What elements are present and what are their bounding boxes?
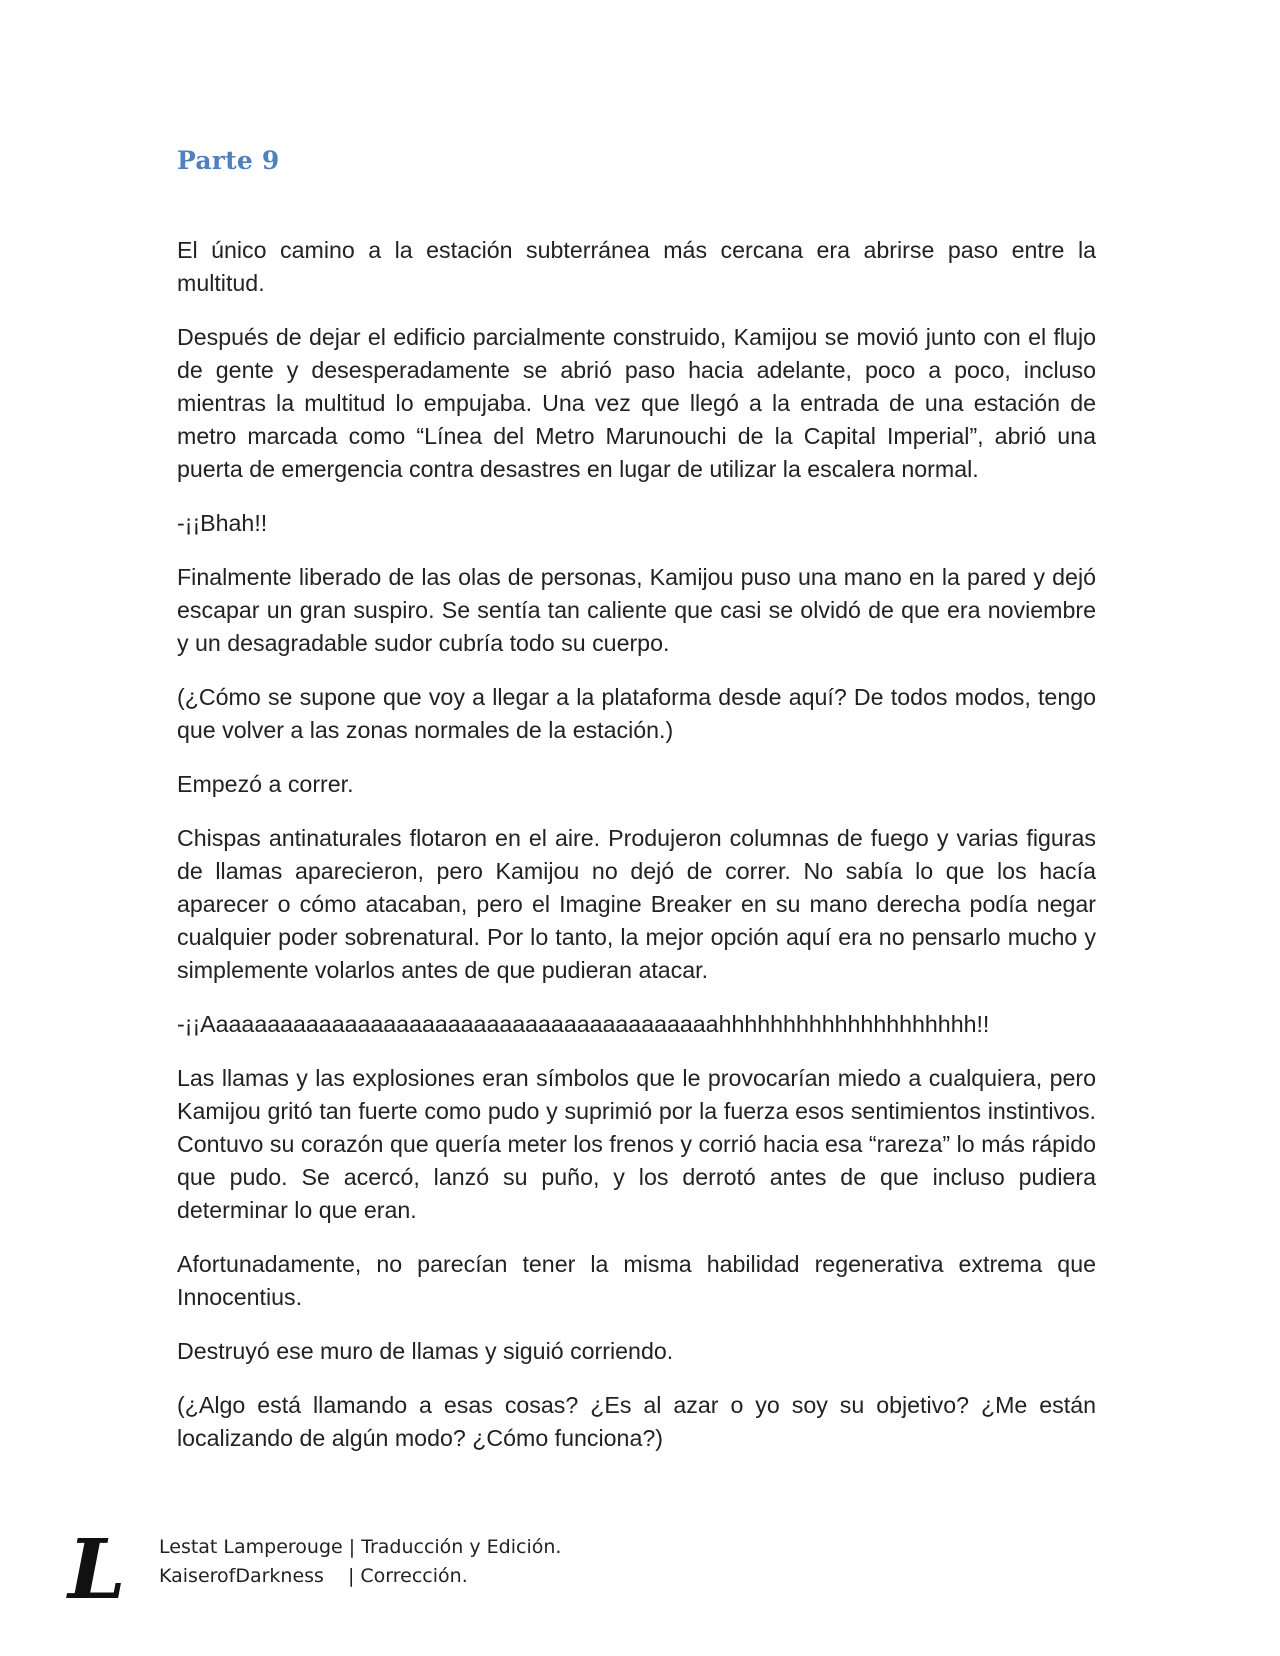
gothic-letter-l-icon bbox=[66, 1530, 128, 1610]
logo-letter: L bbox=[68, 1530, 126, 1610]
paragraph: (¿Algo está llamando a esas cosas? ¿Es al azar o yo soy su objetivo? ¿Me están localizando de algún modo? ¿Cómo funciona?) bbox=[177, 1392, 1096, 1451]
credit-role: Corrección. bbox=[360, 1565, 468, 1587]
body-text bbox=[177, 234, 1096, 1476]
paragraph: Chispas antinaturales flotaron en el aire. Produjeron columnas de fuego y varias figuras de llamas aparecieron, pero Kamijou no dejó de correr. No sabía lo que los hacía aparecer o cómo atacaban, pero el Imagine Breaker en su mano derecha podía negar cualquier poder sobrenatural. Por lo tanto, la mejor opción aquí era no pensarlo mucho y simplemente volarlos antes de que pudieran atacar. bbox=[177, 825, 1096, 983]
paragraph: Después de dejar el edificio parcialmente construido, Kamijou se movió junto con el flujo de gente y desesperadamente se abrió paso hacia adelante, poco a poco, incluso mientras la multitud lo empujaba. Una vez que llegó a la entrada de una estación de metro marcada como “Línea del Metro Marunouchi de la Capital Imperial”, abrió una puerta de emergencia contra desastres en lugar de utilizar la escalera normal. bbox=[177, 324, 1096, 482]
credits bbox=[159, 1533, 561, 1591]
credit-row bbox=[159, 1562, 561, 1591]
credit-name: KaiserofDarkness bbox=[159, 1565, 324, 1587]
credit-separator: | bbox=[348, 1565, 355, 1587]
credit-separator: | bbox=[348, 1536, 356, 1558]
paragraph: Afortunadamente, no parecían tener la misma habilidad regenerativa extrema que Innocentius. bbox=[177, 1251, 1096, 1310]
paragraph: -¡¡Bhah!! bbox=[177, 510, 268, 536]
paragraph: El único camino a la estación subterránea más cercana era abrirse paso entre la multitud. bbox=[177, 237, 1096, 296]
paragraph: Destruyó ese muro de llamas y siguió corriendo. bbox=[177, 1338, 674, 1364]
paragraph: Finalmente liberado de las olas de personas, Kamijou puso una mano en la pared y dejó escapar un gran suspiro. Se sentía tan caliente que casi se olvidó de que era noviembre y un desagradable sudor cubría todo su cuerpo. bbox=[177, 564, 1096, 656]
paragraph: Las llamas y las explosiones eran símbolos que le provocarían miedo a cualquiera, pero Kamijou gritó tan fuerte como pudo y suprimió por la fuerza esos sentimientos instintivos. Contuvo su corazón que quería meter los frenos y corrió hacia esa “rareza” lo más rápido que pudo. Se acercó, lanzó su puño, y los derrotó antes de que incluso pudiera determinar lo que eran. bbox=[177, 1065, 1096, 1223]
paragraph: (¿Cómo se supone que voy a llegar a la plataforma desde aquí? De todos modos, tengo que volver a las zonas normales de la estación.) bbox=[177, 684, 1096, 743]
credit-row bbox=[159, 1533, 561, 1562]
page-footer bbox=[0, 1530, 1280, 1630]
credit-name: Lestat Lamperouge bbox=[159, 1536, 343, 1558]
paragraph: Empezó a correr. bbox=[177, 771, 354, 797]
paragraph: -¡¡Aaaaaaaaaaaaaaaaaaaaaaaaaaaaaaaaaaaaaaaahhhhhhhhhhhhhhhhhhhh!! bbox=[177, 1011, 990, 1037]
section-heading: Parte 9 bbox=[177, 146, 280, 175]
credit-role: Traducción y Edición. bbox=[361, 1536, 562, 1558]
